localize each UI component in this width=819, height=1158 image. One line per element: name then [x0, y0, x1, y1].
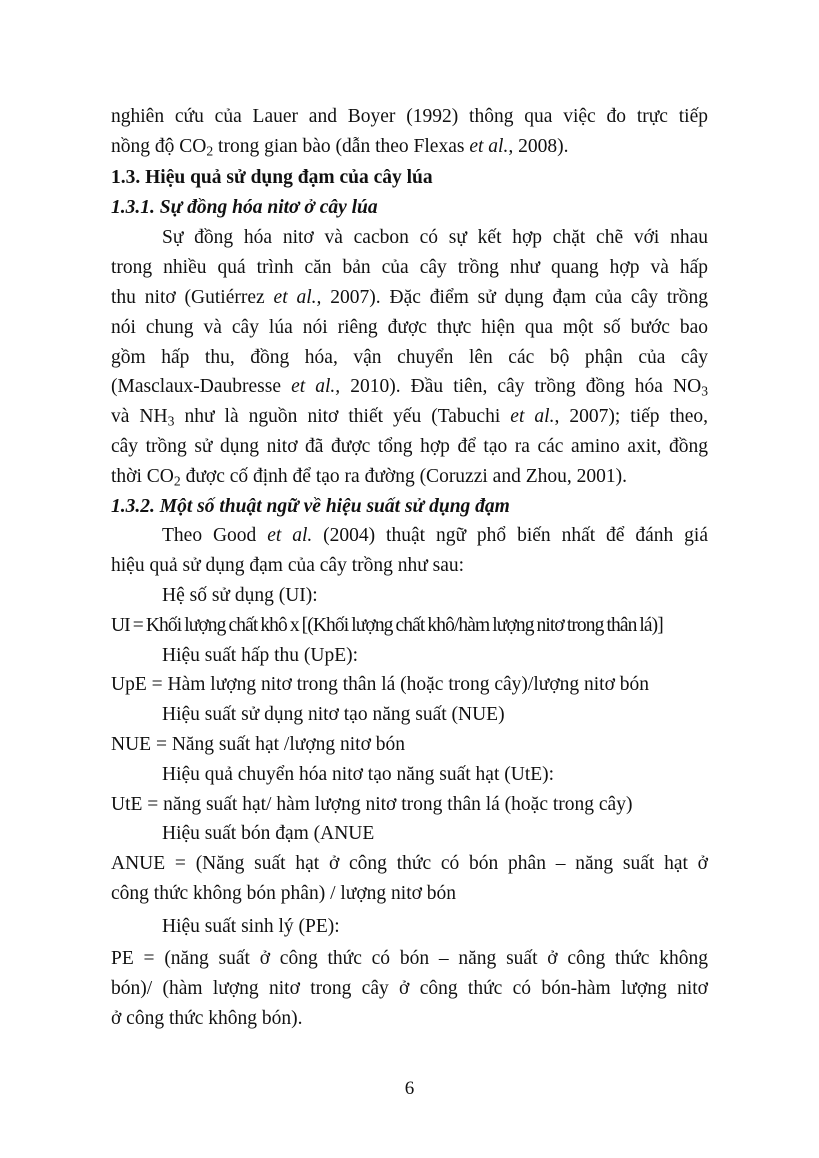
formula-label: Hiệu suất bón đạm (ANUE — [162, 823, 375, 844]
body-text-line: Theo Good et al. (2004) thuật ngữ phổ biến nhất để đánh giá — [162, 525, 708, 546]
formula-equation: UtE = năng suất hạt/ hàm lượng nitơ trong thân lá (hoặc trong cây) — [111, 794, 633, 815]
body-text-line: gồm hấp thu, đồng hóa, vận chuyển lên các bộ phận của cây — [111, 347, 708, 368]
formula-label: Hiệu quả chuyển hóa nitơ tạo năng suất hạt (UtE): — [162, 764, 555, 785]
body-text-line: nghiên cứu của Lauer and Boyer (1992) thông qua việc đo trực tiếp — [111, 106, 708, 127]
formula-label: Hiệu suất sinh lý (PE): — [162, 916, 340, 937]
formula-label: Hiệu suất sử dụng nitơ tạo năng suất (NUE) — [162, 704, 505, 725]
formula-equation: ANUE = (Năng suất hạt ở công thức có bón phân – năng suất hạt ở — [111, 853, 708, 874]
formula-equation: UI = Khối lượng chất khô x [(Khối lượng chất khô/hàm lượng nitơ trong thân lá)] — [111, 615, 663, 636]
formula-equation: công thức không bón phân) / lượng nitơ bón — [111, 883, 457, 904]
body-text-line: nồng độ $CO_2$ trong gian bào (dẫn theo Flexas et al., 2008). — [111, 136, 569, 159]
formula-equation: ở công thức không bón). — [111, 1008, 303, 1029]
body-text-line: cây trồng sử dụng nitơ đã được tổng hợp để tạo ra các amino axit, đồng — [111, 436, 708, 457]
body-text-line: và $NH_3$ như là nguồn nitơ thiết yếu (Tabuchi et al., 2007); tiếp theo, — [111, 406, 709, 429]
formula-label: Hệ số sử dụng (UI): — [162, 585, 318, 606]
body-text-line: trong nhiều quá trình căn bản của cây trồng như quang hợp và hấp — [111, 257, 708, 278]
subsection-heading: 1.3.2. Một số thuật ngữ về hiệu suất sử dụng đạm — [111, 496, 510, 517]
section-heading: 1.3. Hiệu quả sử dụng đạm của cây lúa — [111, 167, 433, 188]
body-text-line: thời $CO_2$ được cố định để tạo ra đường (Coruzzi and Zhou, 2001). — [111, 466, 627, 489]
formula-equation: UpE = Hàm lượng nitơ trong thân lá (hoặc trong cây)/lượng nitơ bón — [111, 674, 650, 695]
formula-equation: NUE = Năng suất hạt /lượng nitơ bón — [111, 734, 406, 755]
body-text-line: hiệu quả sử dụng đạm của cây trồng như sau: — [111, 555, 465, 576]
body-text-line: thu nitơ (Gutiérrez et al., 2007). Đặc điểm sử dụng đạm của cây trồng — [111, 287, 709, 308]
page-number: 6 — [404, 1078, 415, 1099]
formula-equation: PE = (năng suất ở công thức có bón – năng suất ở công thức không — [111, 948, 708, 969]
subsection-heading: 1.3.1. Sự đồng hóa nitơ ở cây lúa — [111, 197, 378, 218]
body-text-line: (Masclaux-Daubresse et al., 2010). Đầu tiên, cây trồng đồng hóa $NO_3$ — [111, 376, 709, 399]
body-text-line: nói chung và cây lúa nói riêng được thực hiện qua một số bước bao — [111, 317, 708, 338]
formula-equation: bón)/ (hàm lượng nitơ trong cây ở công thức có bón-hàm lượng nitơ — [111, 978, 708, 999]
formula-label: Hiệu suất hấp thu (UpE): — [162, 645, 359, 666]
body-text-line: Sự đồng hóa nitơ và cacbon có sự kết hợp chặt chẽ với nhau — [162, 227, 708, 248]
